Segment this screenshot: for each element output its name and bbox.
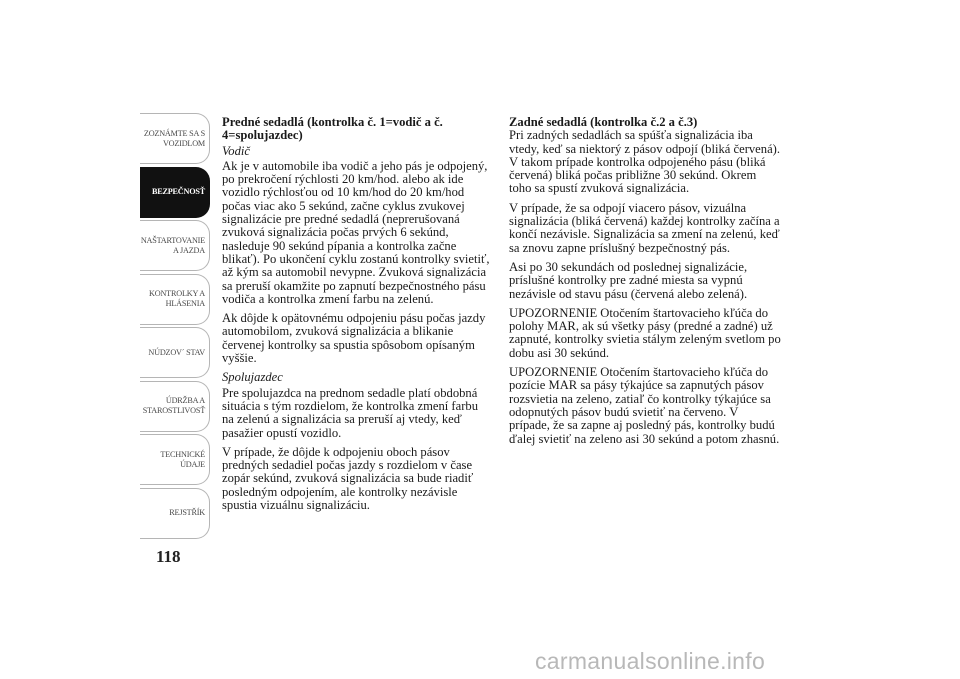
paragraph: Ak je v automobile iba vodič a jeho pás je odpojený, po prekročení rýchlosti 20 km/hod. alebo ak ide vozidlo rýchlosťou od 10 km/hod do 20 km/hod počas viac ako 5 sekúnd, začne cyklus zvukovej signalizácie pre predné sedadlá (neprerušovaná zvuková signalizácia počas prvých 6 sekúnd, nasleduje 90 sekúnd pípania a kontrolka začne blikať). Po ukončení cyklu zostanú kontrolky svietiť, až kým sa automobil nevypne. Zvuková signalizácia sa preruší okamžite po zapnutí bezpečnostného pásu vodiča a kontrolka zmení farbu na zelenú. (222, 158, 490, 306)
tab-label: BEZPEČNOSŤ (151, 187, 205, 196)
paragraph: V prípade, že sa odpojí viacero pásov, vizuálna signalizácia (bliká červená) každej kontrolky začína a končí nezávisle. Signalizácia sa zmení na zelenú, keď sa znovu zapne príslušný bezpečnostný pás. (509, 200, 780, 255)
warning-paragraph: UPOZORNENIE Otočením štartovacieho kľúča do pozície MAR sa pásy týkajúce sa zapnutých pásov rozsvietia na zeleno, zatiaľ čo kontrolky týkajúce sa odopnutých pásov budú svietiť na červeno. V prípade, že sa zapne aj posledný pás, kontrolky budú ďalej svietiť na zeleno asi 30 sekúnd a potom zhasnú. (509, 365, 780, 446)
section-heading-rear-seats: Zadné sedadlá (kontrolka č.2 a č.3) (509, 115, 698, 129)
tab-zoznamte-sa-s-vozidlom[interactable] (140, 113, 210, 164)
tab-label: NAŠTARTOVANIE A JAZDA (140, 235, 205, 255)
subheading-passenger: Spolujazdec (222, 370, 283, 385)
tab-label: REJSTŘÍK (169, 508, 205, 517)
tab-bezpecnost[interactable] (140, 167, 210, 218)
paragraph: Ak dôjde k opätovnému odpojeniu pásu počas jazdy automobilom, zvuková signalizácia a blikanie červenej kontrolky sa spustia spôsobom opísaným vyššie. (222, 311, 486, 366)
tab-label: ÚDRŽBA A STAROSTLIVOSŤ (142, 396, 205, 415)
tab-nastartovanie-a-jazda[interactable] (140, 220, 210, 271)
right-column (509, 116, 781, 452)
tab-udrzba-a-starostlivost[interactable] (140, 381, 210, 432)
paragraph: Pre spolujazdca na prednom sedadle platí obdobná situácia s tým rozdielom, že kontrolka zmení farbu na zelenú a signalizácia sa preruší aj vtedy, keď pasažier opustí vozidlo. (222, 385, 478, 440)
subheading-driver: Vodič (222, 143, 250, 158)
warning-paragraph: UPOZORNENIE Otočením štartovacieho kľúča do polohy MAR, ak sú všetky pásy (predné a zadné) už zapnuté, kontrolky svietia stálym zeleným svetlom po dobu asi 30 sekúnd. (509, 305, 781, 360)
section-heading-front-seats: Predné sedadlá (kontrolka č. 1=vodič a č. 4=spolujazdec) (222, 115, 443, 143)
chapter-tabs (140, 113, 210, 541)
paragraph: V prípade, že dôjde k odpojeniu oboch pásov predných sedadiel počas jazdy s rozdielom v čase zopár sekúnd, zvuková signalizácia sa bude riadiť posledným odpojením, ale kontrolky nezávisle spustia vizuálnu signalizáciu. (222, 444, 474, 513)
watermark: carmanualsonline.info (535, 648, 766, 674)
tab-technicke-udaje[interactable] (140, 434, 210, 485)
tab-label: KONTROLKY A HLÁSENIA (149, 289, 205, 308)
tab-label: TECHNICKÉ ÚDAJE (160, 449, 205, 469)
page-number: 118 (156, 547, 181, 566)
paragraph: Asi po 30 sekundách od poslednej signalizácie, príslušné kontrolky pre zadné miesta sa vypnú nezávisle od stavu pásu (červená alebo zelená). (509, 259, 748, 301)
tab-nudzovy-stav[interactable] (140, 327, 210, 378)
tab-rejstrik[interactable] (140, 488, 210, 539)
tab-label: NÚDZOV´ STAV (148, 347, 205, 357)
tab-kontrolky-a-hlasenia[interactable] (140, 274, 210, 325)
tab-label: ZOZNÁMTE SA S VOZIDLOM (143, 128, 205, 148)
paragraph: Pri zadných sedadlách sa spúšťa signalizácia iba vtedy, keď sa niektorý z pásov odpojí (bliká červená). V takom prípade kontrolka odpojeného pásu (bliká červená) bliká počas približne 30 sekúnd. Okrem toho sa spustí zvuková signalizácia. (509, 128, 781, 196)
left-column (222, 116, 492, 518)
